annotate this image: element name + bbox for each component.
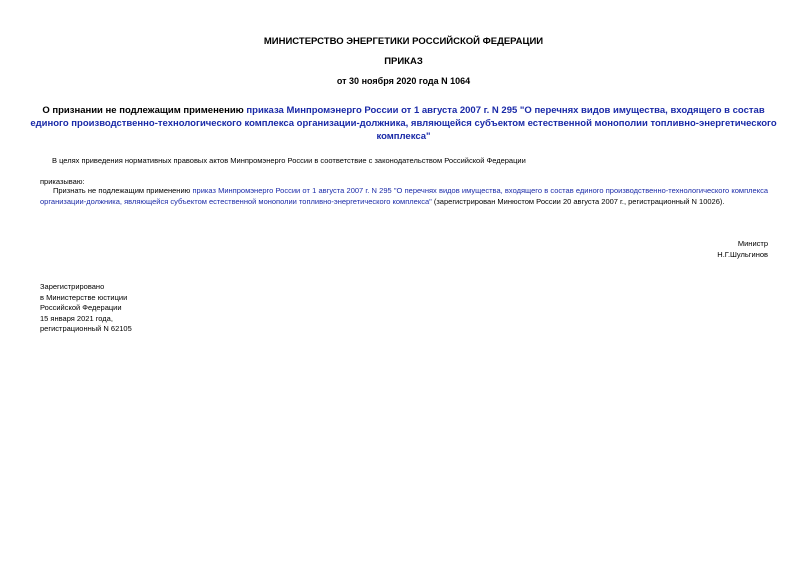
ministry-heading: МИНИСТЕРСТВО ЭНЕРГЕТИКИ РОССИЙСКОЙ ФЕДЕРАЦИИ [263,36,544,47]
signature-block [717,239,768,260]
subject-prefix: О признании не подлежащим применению [42,105,247,116]
order-subject [30,104,777,143]
order-title: ПРИКАЗ [384,56,423,67]
decree-suffix: (зарегистрирован Минюстом России 20 августа 2007 г., регистрационный N 10026). [431,196,725,206]
registration-line: Российской Федерации [40,303,122,312]
subject-link[interactable]: приказа Минпромэнерго России от 1 августа 2007 г. N 295 "О перечнях видов имущества, входящего в состав единого производственно-технологического комплекса организации-должника, являющейся субъектом естественной монополии топливно-энергетического комплекса" [30,105,777,142]
decree-prefix: Признать не подлежащим применению [53,186,193,195]
registration-line: в Министерстве юстиции [40,292,128,302]
order-date: от 30 ноября 2020 года N 1064 [336,76,471,86]
decree-paragraph [40,186,768,207]
signature-name: Н.Г.Шульгинов [717,249,768,259]
registration-line: регистрационный N 62105 [40,324,132,333]
preamble-text: В целях приведения нормативных правовых актов Минпромэнерго России в соответствие с законодательством Российской Федерации [52,156,526,165]
registration-line: Зарегистрировано [40,282,105,291]
registration-line: 15 января 2021 года, [40,313,113,323]
registration-block [40,282,132,335]
orders-word: приказываю: [40,177,85,186]
decree-link[interactable]: приказ Минпромэнерго России от 1 августа 2007 г. N 295 "О перечнях видов имущества, входящего в состав единого производственно-технологического комплекса организации-должника, являющейся субъектом естественной монополии топливно-энергетического комплекса" [40,186,768,206]
signature-position: Министр [737,239,768,248]
